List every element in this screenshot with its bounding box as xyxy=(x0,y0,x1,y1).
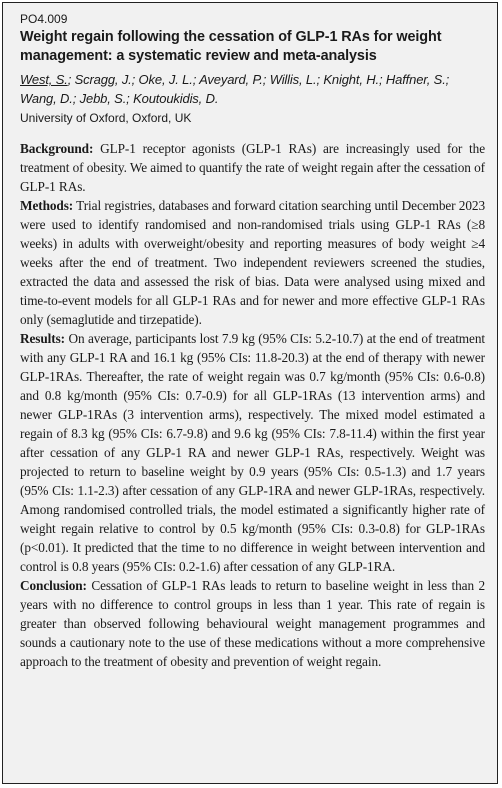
section-methods xyxy=(20,196,485,329)
co-authors: ; Scragg, J.; Oke, J. L.; Aveyard, P.; Willis, L.; Knight, H.; Haffner, S.; Wang, D.; Jebb, S.; Koutoukidis, D. xyxy=(20,72,450,106)
section-text: On average, participants lost 7.9 kg (95% CIs: 5.2-10.7) at the end of treatment with any GLP-1 RA and 16.1 kg (95% CIs: 11.8-20.3) at the end of therapy with newer GLP-1RAs. Thereafter, the rate of weight regain was 0.7 kg/month (95% CIs: 0.6-0.8) and 0.8 kg/month (95% CIs: 0.7-0.9) for all GLP-1RAs (13 intervention arms) and newer GLP-1RAs (3 intervention arms), respectively. The mixed model estimated a regain of 8.3 kg (95% CIs: 6.7-9.8) and 9.6 kg (95% CIs: 7.8-11.4) within the first year after cessation of any GLP-1 RA and newer GLP-1 RAs, respectively. Weight was projected to return to baseline weight by 0.9 years (95% CIs: 0.5-1.3) and 1.7 years (95% CIs: 1.1-2.3) after cessation of any GLP-1RA and newer GLP-1RAs, respectively. Among randomised controlled trials, the model estimated a significantly higher rate of weight regain relative to control by 0.5 kg/month (95% CIs: 0.3-0.8) for GLP-1RAs (p<0.01). It predicted that the time to no difference in weight between intervention and control is 0.8 years (95% CIs: 0.2-1.6) after cessation of any GLP-1RA. xyxy=(20,331,485,574)
section-heading: Conclusion: xyxy=(20,578,87,593)
affiliation: University of Oxford, Oxford, UK xyxy=(20,111,192,125)
section-heading: Methods: xyxy=(20,198,74,213)
author-list xyxy=(20,70,485,108)
section-heading: Results: xyxy=(20,331,65,346)
section-text: GLP-1 receptor agonists (GLP-1 RAs) are increasingly used for the treatment of obesity. We aimed to quantify the rate of weight regain after the cessation of GLP-1 RAs. xyxy=(20,141,485,194)
section-text: Cessation of GLP-1 RAs leads to return to baseline weight in less than 2 years with no difference to control groups in less than 1 year. This rate of regain is greater than observed following behavioural weight management programmes and sounds a cautionary note to the use of these medications without a more comprehensive approach to the treatment of obesity and prevention of weight regain. xyxy=(20,578,485,669)
section-results xyxy=(20,329,485,576)
section-text: Trial registries, databases and forward citation searching until December 2023 were used to identify randomised and non-randomised trials using GLP-1 RAs (≥8 weeks) in adults with overweight/obesity and reporting measures of body weight ≥4 weeks after the end of treatment. Two independent reviewers screened the studies, extracted the data and assessed the risk of bias. Data were analysed using mixed and time-to-event models for all GLP-1 RAs and for newer and more effective GLP-1 RAs only (semaglutide and tirzepatide). xyxy=(20,198,485,327)
abstract-code: PO4.009 xyxy=(20,12,68,26)
abstract-body xyxy=(20,139,485,671)
abstract-title: Weight regain following the cessation of GLP-1 RAs for weight management: a systematic review and meta-analysis xyxy=(20,29,442,64)
section-conclusion xyxy=(20,576,485,671)
section-heading: Background: xyxy=(20,141,94,156)
section-background xyxy=(20,139,485,196)
presenting-author: West, S. xyxy=(20,72,68,87)
abstract-panel xyxy=(2,2,498,784)
